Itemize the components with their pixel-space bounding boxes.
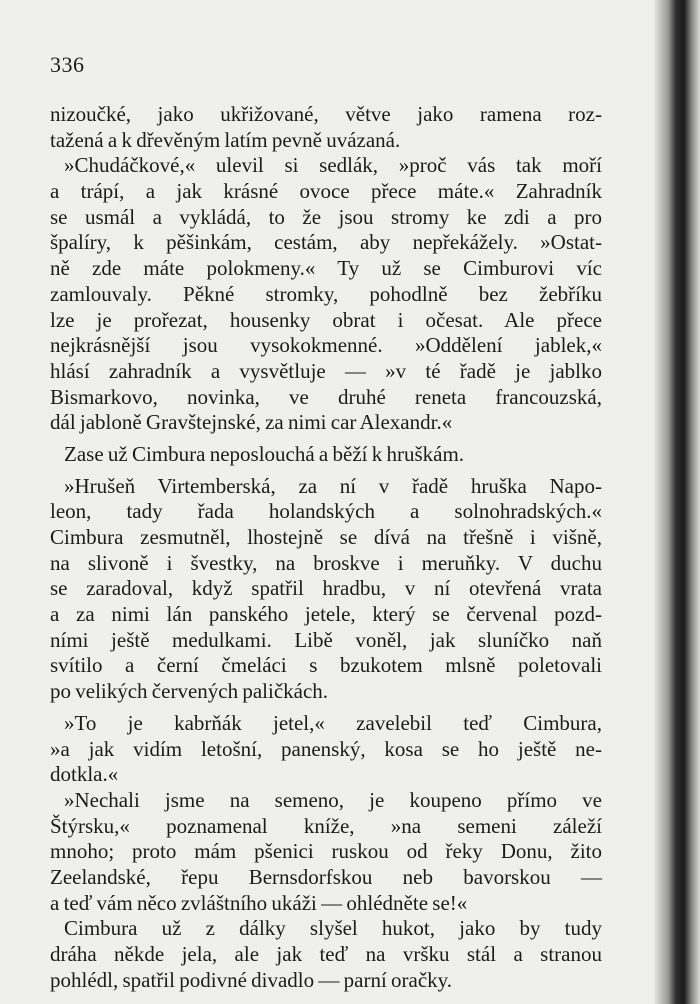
text-line: pohlédl, spatřil podivné divadlo — parní oračky. bbox=[50, 967, 453, 992]
text-line: Cimbura už z dálky slyšel hukot, jako by tudy bbox=[64, 916, 602, 941]
text-line: se zaradoval, když spatřil hradbu, v ní otevřená vrata bbox=[50, 576, 602, 601]
text-line: Zase už Cimbura neposlouchá a běží k hruškám. bbox=[64, 441, 465, 466]
page-text bbox=[50, 102, 602, 993]
text-line: a za nimi lán panského jetele, který se červenal pozd- bbox=[50, 602, 602, 627]
text-line: špalíry, k pěšinkám, cestám, aby nepřekážely. »Ostat- bbox=[50, 230, 602, 255]
text-line: hlásí zahradník a vysvětluje — »v té řadě je jablko bbox=[50, 358, 602, 383]
text-line: mnoho; proto mám pšenici ruskou od řeky Donu, žito bbox=[50, 839, 602, 864]
text-line: lze je prořezat, housenky obrat i očesat. Ale přece bbox=[50, 307, 602, 332]
text-line: leon, tady řada holandských a solnohradských.« bbox=[50, 499, 602, 524]
text-line: dráha někde jela, ale jak teď na vršku stál a stranou bbox=[50, 942, 602, 966]
text-line: nejkrásnější jsou vysokokmenné. »Oddělení jablek,« bbox=[50, 333, 602, 358]
book-spine-shadow bbox=[654, 0, 700, 1004]
text-line: dál jabloně Gravštejnské, za nimi car Alexandr.« bbox=[50, 410, 453, 435]
text-line: a teď vám něco zvláštního ukáži — ohlédněte se!« bbox=[50, 890, 468, 915]
text-line: nizoučké, jako ukřižované, větve jako ramena roz- bbox=[50, 102, 602, 126]
text-line: zamlouvaly. Pěkné stromky, pohodlně bez žebříku bbox=[50, 281, 602, 306]
text-line: »a jak vidím letošní, panenský, kosa se ho ještě ne- bbox=[50, 736, 602, 761]
text-line: se usmál a vykládá, to že jsou stromy ke zdi a pro bbox=[50, 204, 602, 229]
text-line: »Nechali jsme na semeno, je koupeno přímo ve bbox=[64, 787, 602, 812]
text-line: a trápí, a jak krásné ovoce přece máte.« Zahradník bbox=[50, 179, 602, 204]
text-line: dotkla.« bbox=[50, 762, 119, 787]
page-number: 336 bbox=[50, 52, 85, 77]
text-line: Štýrsku,« poznamenal kníže, »na semeni záleží bbox=[50, 813, 602, 838]
text-line: »Hrušeň Virtemberská, za ní v řadě hruška Napo- bbox=[64, 473, 602, 498]
text-line: ně zde máte polokmeny.« Ty už se Cimburovi víc bbox=[50, 256, 602, 281]
text-line: svítilo a černí čmeláci s bzukotem mlsně poletovali bbox=[50, 653, 602, 678]
text-line: na slivoně i švestky, na broskve i meruňky. V duchu bbox=[50, 550, 602, 575]
text-line: »To je kabrňák jetel,« zavelebil teď Cimbura, bbox=[64, 710, 602, 735]
text-line: po velikých červených paličkách. bbox=[50, 679, 329, 704]
text-line: Cimbura zesmutněl, lhostejně se dívá na třešně i višně, bbox=[50, 525, 602, 549]
text-line: Zeelandské, řepu Bernsdorfskou neb bavorskou — bbox=[50, 864, 602, 889]
text-line: Bismarkovo, novinka, ve druhé reneta francouzská, bbox=[50, 384, 602, 409]
text-line: ními ještě medulkami. Libě voněl, jak sluníčko naň bbox=[50, 627, 602, 652]
text-line: tažená a k dřevěným latím pevně uvázaná. bbox=[50, 127, 401, 152]
text-line: »Chudáčkové,« ulevil si sedlák, »proč vás tak moří bbox=[64, 153, 602, 178]
